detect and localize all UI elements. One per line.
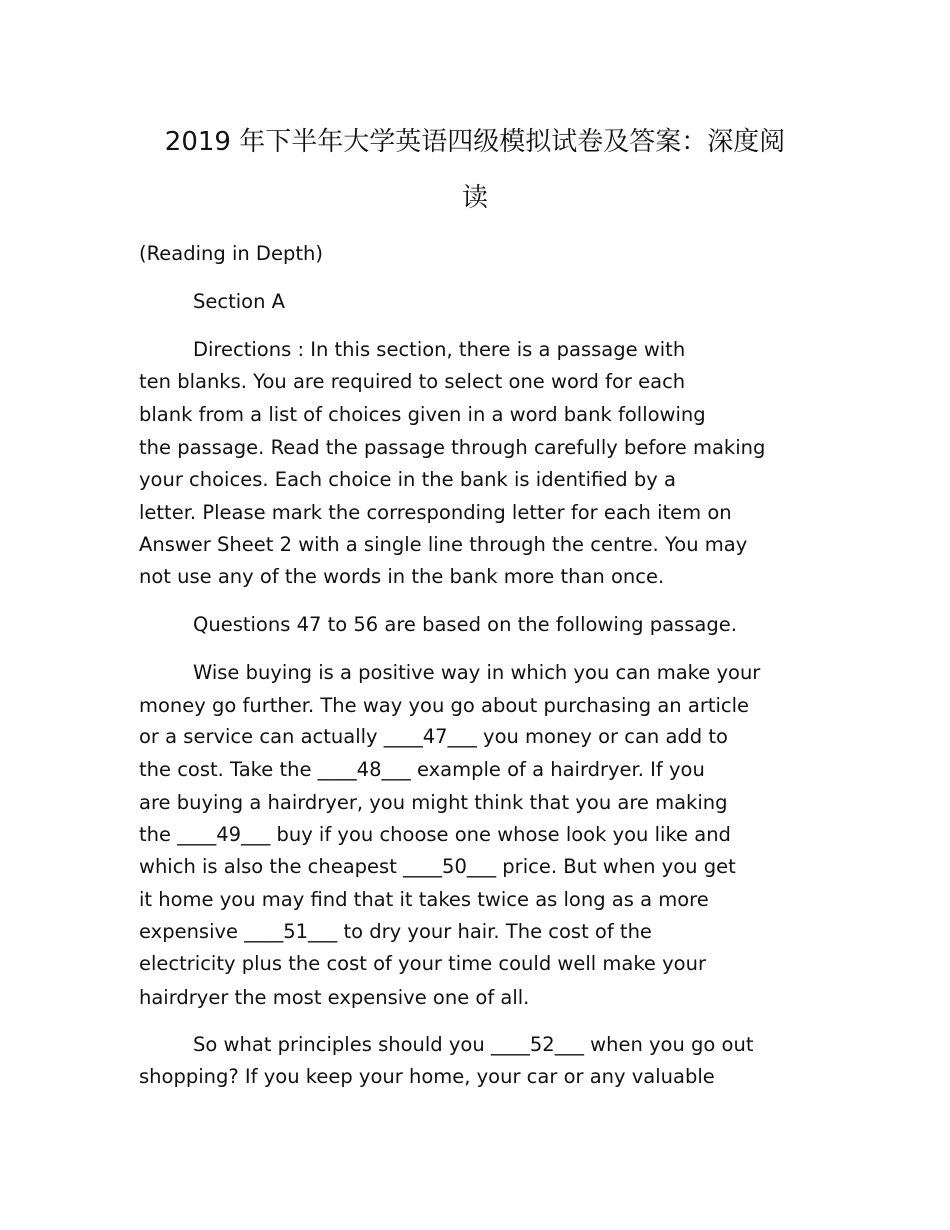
- passage-line: which is also the cheapest ____50___ price. But when you get: [139, 855, 736, 878]
- directions-line: Answer Sheet 2 with a single line through the centre. You may: [139, 533, 748, 556]
- passage-line: are buying a hairdryer, you might think that you are making: [139, 791, 728, 814]
- passage-line: or a service can actually ____47___ you money or can add to: [139, 725, 728, 748]
- directions-line: ten blanks. You are required to select one word for each: [139, 370, 686, 393]
- page-title-line-2: 读: [461, 183, 488, 213]
- passage-line: expensive ____51___ to dry your hair. The cost of the: [139, 920, 652, 943]
- subtitle: (Reading in Depth): [139, 242, 323, 265]
- directions-line: blank from a list of choices given in a word bank following: [139, 403, 706, 426]
- questions-intro: Questions 47 to 56 are based on the following passage.: [193, 613, 737, 636]
- section-heading: Section A: [193, 290, 285, 313]
- passage-line: So what principles should you ____52___ when you go out: [193, 1033, 754, 1056]
- passage-line: Wise buying is a positive way in which you can make your: [193, 661, 761, 684]
- passage-line: electricity plus the cost of your time could well make your: [139, 952, 706, 975]
- passage-line: hairdryer the most expensive one of all.: [139, 986, 530, 1009]
- passage-line: it home you may find that it takes twice as long as a more: [139, 888, 709, 911]
- passage-line: the cost. Take the ____48___ example of a hairdryer. If you: [139, 758, 705, 781]
- passage-line: shopping? If you keep your home, your car or any valuable: [139, 1065, 715, 1088]
- passage-line: money go further. The way you go about purchasing an article: [139, 694, 750, 717]
- directions-line: your choices. Each choice in the bank is identified by a: [139, 468, 676, 491]
- directions-line: letter. Please mark the corresponding letter for each item on: [139, 501, 732, 524]
- page-title-line-1: 2019 年下半年大学英语四级模拟试卷及答案：深度阅: [164, 127, 786, 157]
- directions-line: not use any of the words in the bank more than once.: [139, 565, 665, 588]
- passage-line: the ____49___ buy if you choose one whose look you like and: [139, 823, 731, 846]
- directions-line: the passage. Read the passage through carefully before making: [139, 436, 766, 459]
- directions-line: Directions : In this section, there is a passage with: [193, 338, 686, 361]
